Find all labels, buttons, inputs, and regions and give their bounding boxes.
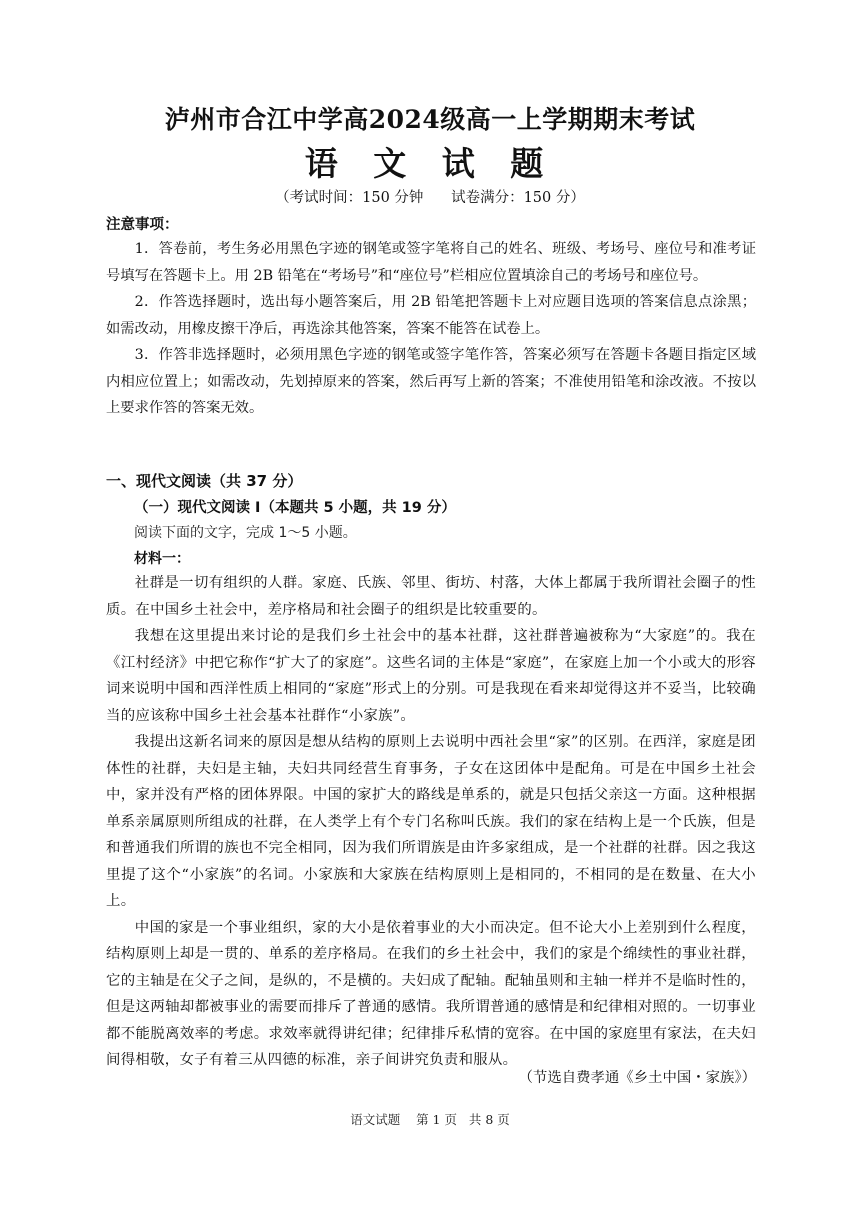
material-paragraph: 社群是一切有组织的人群。家庭、氏族、邻里、街坊、村落，大体上都属于我所谓社会圈子的性质。在中国乡土社会中，差序格局和社会圈子的组织是比较重要的。 — [106, 575, 756, 618]
note-item: 3．作答非选择题时，必须用黑色字迹的钢笔或签字笔作答，答案必须写在答题卡各题目指定区域内相应位置上；如需改动，先划掉原来的答案，然后再写上新的答案；不准使用铅笔和涂改液。不按以上要求作答的答案无效。 — [106, 347, 756, 416]
notes-heading: 注意事项： — [106, 217, 179, 233]
section-heading: 一、现代文阅读（共 37 分） — [106, 472, 303, 490]
material-source: （节选自费孝通《乡土中国・家族》） — [518, 1070, 756, 1086]
material-body — [106, 570, 756, 1074]
exam-info: （考试时间：150 分钟 试卷满分：150 分） — [275, 190, 585, 206]
section-subheading: （一）现代文阅读 I（本题共 5 小题，共 19 分） — [134, 500, 456, 516]
page-footer: 语文试题 第 1 页 共 8 页 — [350, 1112, 510, 1127]
material-label: 材料一： — [134, 551, 190, 567]
subject-title: 语 文 试 题 — [304, 144, 556, 183]
note-item: 1．答卷前，考生务必用黑色字迹的钢笔或签字笔将自己的姓名、班级、考场号、座位号和准考证号填写在答题卡上。用 2B 铅笔在“考场号”和“座位号”栏相应位置填涂自己的考场号和座位号。 — [106, 241, 756, 284]
exam-title: 泸州市合江中学高2024级高一上学期期末考试 — [164, 105, 696, 134]
note-item: 2．作答选择题时，选出每小题答案后，用 2B 铅笔把答题卡上对应题目选项的答案信息点涂黑；如需改动，用橡皮擦干净后，再选涂其他答案，答案不能答在试卷上。 — [106, 294, 756, 337]
material-paragraph: 我想在这里提出来讨论的是我们乡土社会中的基本社群，这社群普遍被称为“大家庭”的。我在《江村经济》中把它称作“扩大了的家庭”。这些名词的主体是“家庭”，在家庭上加一个小或大的形容词来说明中国和西洋性质上相同的“家庭”形式上的分别。可是我现在看来却觉得这并不妥当，比较确当的应该称中国乡土社会基本社群作“小家族”。 — [106, 628, 756, 724]
material-paragraph: 中国的家是一个事业组织，家的大小是依着事业的大小而决定。但不论大小上差别到什么程度，结构原则上却是一贯的、单系的差序格局。在我们的乡土社会中，我们的家是个绵续性的事业社群，它的主轴是在父子之间，是纵的，不是横的。夫妇成了配轴。配轴虽则和主轴一样并不是临时性的，但是这两轴却都被事业的需要而排斥了普通的感情。我所谓普通的感情是和纪律相对照的。一切事业都不能脱离效率的考虑。求效率就得讲纪律；纪律排斥私情的宽容。在中国的家庭里有家法，在夫妇间得相敬，女子有着三从四德的标准，亲子间讲究负责和服从。 — [106, 919, 756, 1068]
notes-list — [106, 236, 756, 422]
reading-instruction: 阅读下面的文字，完成 1～5 小题。 — [134, 525, 357, 541]
material-paragraph: 我提出这新名词来的原因是想从结构的原则上去说明中西社会里“家”的区别。在西洋，家庭是团体性的社群，夫妇是主轴，夫妇共同经营生育事务，子女在这团体中是配角。可是在中国乡土社会中，家并没有严格的团体界限。中国的家扩大的路线是单系的，就是只包括父亲这一方面。这种根据单系亲属原则所组成的社群，在人类学上有个专门名称叫氏族。我们的家在结构上是一个氏族，但是和普通我们所谓的族也不完全相同，因为我们所谓族是由许多家组成，是一个社群的社群。因之我这里提了这个“小家族”的名词。小家族和大家族在结构原则上是相同的，不相同的是在数量、在大小上。 — [106, 734, 756, 909]
